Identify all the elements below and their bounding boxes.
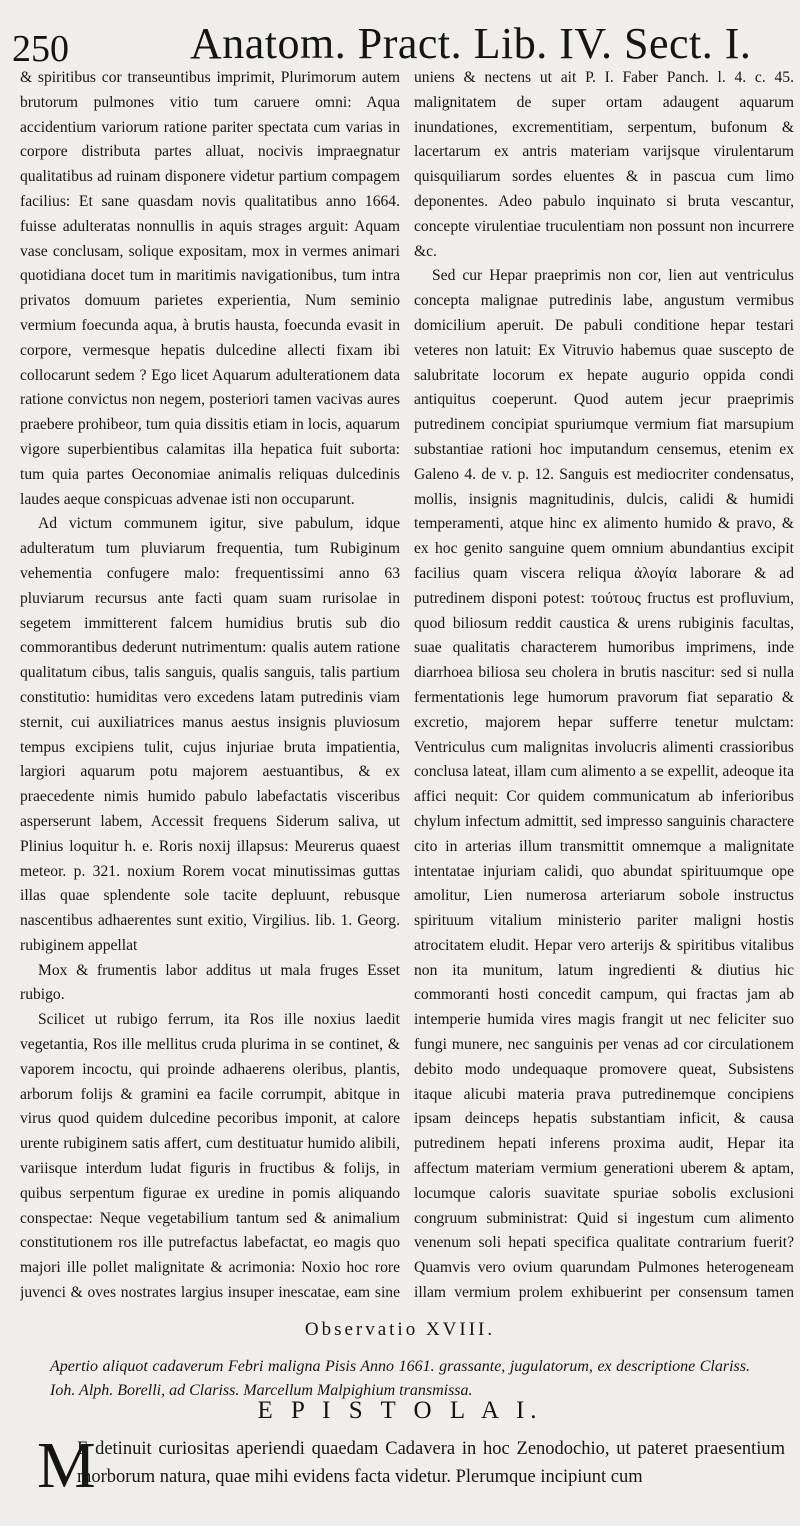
page-number: 250	[12, 28, 69, 70]
observatio-intro: Apertio aliquot cadaverum Febri maligna Pisis Anno 1661. grassante, jugulatorum, ex descriptione Clariss. Ioh. Alph. Borelli, ad Clariss. Marcellum Malpighium transmissa.	[50, 1358, 750, 1399]
left-paragraph-4: Scilicet ut rubigo ferrum, ita Ros ille noxius laedit vegetantia, Ros ille mellitus cruda plurima in se continet, & vaporem incoctu, qui proinde adhaerens oleribus, plantis, arborum folijs & gramini ea facile corrumpit, abitque in virus quod quidem dulcedine pecoribus imponit, at calore urente rubiginem satis affert, cum destituatur humido alibili, variisque interdum ludat figuris in fructibus & folijs, in quibus serpentum figurae ex uredine in pomis aliquando conspectae: Neque vegetabilium tantum sed & animalium constitutionem ros ille putrefactus labefactat, eo magis quo majori ille pollet malignitate & acrimonia: Noxio hoc rore juvenci & oves nostrates largius insuper inescatae, eam sine	[20, 1011, 400, 1302]
right-column	[414, 66, 794, 1306]
left-paragraph-2: Ad victum communem igitur, sive pabulum, idque adulteratum tum pluviarum frequentia, tum Rubiginum vehementia confugere malo: frequentissimi anno 63 pluviarum recursus ante facti quam suam rurisolae in segetem immitterent falcem humidius brutis sub dio commorantibus dederunt nutrimentum: qualis autem ratione qualitatum cibus, talis sanguis, qualis sanguis, talis partium constitutio: humiditas vero excedens latam putredinis viam sternit, cui auxiliatrices manus aestus insignis pluviosum tempus excipiens tulit, cujus injuriae bruta impatientia, largiori aquarum potu majorem aestuantibus, & ex praecedente nimis humido pabulo labefactatis visceribus asperserunt labem, Accessit frequens Siderum saliva, ut Plinius loquitur h. e. Roris noxij illapsus: Meurerus quaest meteor. p. 321. noxium Rorem vocat minutissimas guttas illas quae splendente sole tacite depluunt, rebusque nascentibus adhaerentes sunt exitio, Virgilius. lib. 1. Georg. rubiginem appellat	[20, 515, 400, 954]
observatio-heading: Observatio XVIII.	[304, 1319, 496, 1340]
left-paragraph-3: Mox & frumentis labor additus ut mala fruges Esset rubigo.	[20, 961, 400, 1004]
left-paragraph-1: & spiritibus cor transeuntibus imprimit, Plurimorum autem brutorum pulmones vitio tum caruere omni: Aqua accidentium variorum ratione pariter spectata cum varias in corpore distributa partes alluat, nocivis impraegnatur qualitatibus ad ruinam disponere videtur partium compagem facilius: Et sane quasdam novis qualitatibus anno 1664. fuisse adulteratas nonnullis in aquis strages arguit: Aquam vase conclusam, solique expositam, mox in vermes animari quotidiana docet tum in maritimis navigationibus, tum intra privatos domuum parietes experientia, Num seminio vermium foecunda aqua, à brutis hausta, foecunda evasit in corpore, vermesque hepatis dulcedine allecti fixam ibi collocarunt sedem ? Ego licet Aquarum adulterationem data ratione convictus non negem, posteriori tamen vacivas aures praebere prohibeor, tum quia dissitis etiam in locis, aquarum vigore superbientibus calamitas illa hepatica fuit suborta: tum quia partes Oeconomiae animalis reliquas dulcedinis laudes aeque conspicuas advenae isti non occuparunt.	[20, 69, 400, 508]
running-head: Anatom. Pract. Lib. IV. Sect. I.	[190, 19, 752, 68]
right-paragraph-1: uniens & nectens ut ait P. I. Faber Panch. l. 4. c. 45. malignitatem de super ortam adaugent aquarum inundationes, excrementitiam, serpentum, bufonum & lacertarum ex antris materiam varijsque virulentarum quisquiliarum sordes eluentes & in pascua cum limo deponentes. Adeo pabulo inquinato si bruta vescantur, concepte virulentiae truculentiam non possunt non incurrere &c.	[414, 69, 794, 260]
drop-cap: M	[37, 1429, 96, 1502]
epistola-heading: E P I S T O L A I.	[257, 1397, 543, 1424]
left-column	[20, 66, 400, 1306]
right-paragraph-2: Sed cur Hepar praeprimis non cor, lien aut ventriculus concepta malignae putredinis labe, angustum vermibus domicilium aperuit. De pabuli conditione hepar testari veteres non latuit: Ex Vitruvio habemus quae suscepto de salubritate locorum ex hepate augurio oppida condi antiquitus coeperunt. Quod autem jecur praeprimis putredinem concipiat spuriumque vermium fiat marsupium substantiae rationi hoc imputandum censemus, etenim ex Galeno 4. de v. p. 12. Sanguis est mediocriter condensatus, mollis, insignis magnitudinis, dulcis, calidi & humidi temperamenti, atque hinc ex alimento humido & pravo, & ex hoc genito sanguine quem omnium abundantius excipit facilius quam viscera reliqua ἀλογία laborare & ad putredinem disponi potest: τούτους fructus est profluvium, quod biliosum reddit caustica & urens rubiginis facultas, suae qualitatis characterem humoribus imprimens, inde diarrhoea biliosa seu cholera in brutis nascitur: sed si nulla fermentationis lege humorum pravorum fiat separatio & excretio, majorem hepar sufferre tenetur mulctam: Ventriculus cum malignitas involucris alimenti crassioribus conclusa lateat, illam cum alimento a se expellit, adeoque ita affici nequit: Cor quidem communicatum ab inferioribus chylum infectum admittit, sed impresso sanguinis charactere cito in arterias illum transmittit omnemque a malignitate intentatae injuriam calidi, quo abundat spirituumque ope amolitur, Lien numerosa arteriarum sobole instructus spirituum vitalium ministerio pariter maligni hostis atrocitatem eludit. Hepar vero arterijs & spiritibus vitalibus non ita munitum, latum ingredienti & diutius hic commoranti hosti concedit campum, qui fractas jam ab intemperie humida vires magis frangit ut nec feliciter suo fungi munere, nec sanguinis per venas ad cor circulationem debito modo undequaque promovere queat, Subsistens itaque alicubi materia prava putredinemque concipiens ipsam deinceps hepatis substantiam inficit, & causa putredinem hepati inferens proxima audit, Hepar ita affectum materiam vermium generationi uberem & aptam, locumque caloris suavitate spuriae sobolis exclusioni congruum subministrat: Quid si ingestum cum alimento venenum soli hepati specifica qualitate contrarium fuerit? Quamvis vero ovium quarundam Pulmones heterogeneam illam vermium prolem exhibuerint per consensum tamen	[414, 267, 794, 1302]
epistola-text: E detinuit curiositas aperiendi quaedam Cadavera in hoc Zenodochio, ut pateret praesentium morborum natura, quae mihi evidens facta videtur. Plerumque incipiunt cum	[77, 1439, 785, 1487]
epistola-body	[37, 1429, 785, 1502]
